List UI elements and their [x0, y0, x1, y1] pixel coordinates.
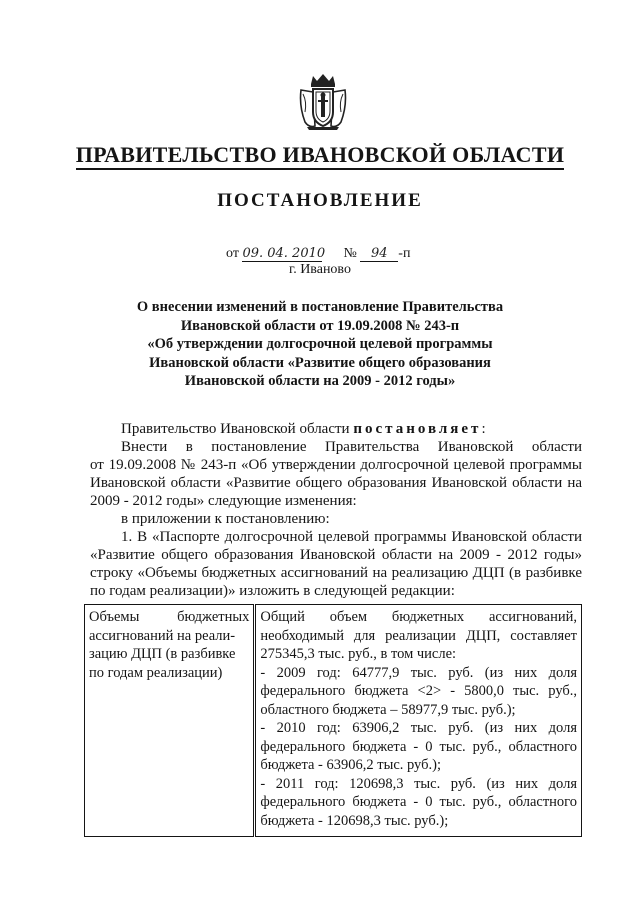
paragraph-line: «Развитие общего образования Ивановской области на 2009 - 2012 годы»	[90, 547, 582, 563]
cell-line: 275345,3 тыс. руб., в том числе:	[260, 646, 457, 662]
city-name: г. Иваново	[289, 262, 351, 277]
table-cell-label	[85, 605, 255, 837]
cell-line: по годам реализации)	[89, 664, 223, 681]
cell-line: необходимый для реализации ДЦП, составляет	[260, 627, 577, 644]
intro-paragraph	[90, 420, 582, 438]
cell-line: бюджета - 63906,2 тыс. руб.);	[260, 757, 441, 773]
cell-line: федерального бюджета - 0 тыс. руб., областного	[260, 738, 577, 755]
document-type: ПОСТАНОВЛЕНИЕ	[217, 190, 423, 211]
cell-line: бюджета - 120698,3 тыс. руб.);	[260, 812, 449, 829]
heading-line: Ивановской области на 2009 - 2012 годы»	[184, 373, 456, 389]
date-prefix: от	[226, 246, 239, 261]
coat-of-arms-icon	[297, 72, 349, 132]
document-body	[90, 420, 582, 600]
paragraph-line: 2009 - 2012 годы» следующие изменения:	[90, 493, 357, 509]
cell-line: областного бюджета – 58977,9 тыс. руб.);	[260, 701, 516, 718]
heading-line: «Об утверждении долгосрочной целевой программы	[147, 336, 493, 352]
government-name: ПРАВИТЕЛЬСТВО ИВАНОВСКОЙ ОБЛАСТИ	[76, 142, 564, 170]
paragraph-line: по годам реализации)» изложить в следующей редакции:	[90, 583, 455, 599]
paragraph-line: строку «Объемы бюджетных ассигнований на реализацию ДЦП (в разбивке	[90, 565, 582, 581]
handwritten-number: 94	[360, 247, 398, 262]
heading-line: О внесении изменений в постановление Правительства	[136, 299, 504, 315]
intro-resolves: постановляет	[353, 421, 482, 437]
cell-line: - 2010 год: 63906,2 тыс. руб. (из них доля	[260, 720, 577, 736]
cell-line: зацию ДЦП (в разбивке	[89, 646, 236, 662]
cell-line: ассигнований на реали-	[89, 627, 236, 644]
table-cell-value	[255, 605, 582, 837]
paragraph-line: Внести в постановление Правительства Ивановской области	[121, 439, 582, 455]
government-title	[0, 142, 640, 168]
cell-line: Общий объем бюджетных ассигнований,	[260, 609, 577, 625]
cell-line: - 2011 год: 120698,3 тыс. руб. (из них доля	[260, 775, 577, 792]
heading-line: Ивановской области «Развитие общего образования	[149, 354, 491, 371]
paragraph-line: 1. В «Паспорте долгосрочной целевой программы Ивановской области	[121, 529, 582, 545]
budget-table	[84, 604, 582, 837]
paragraph-line: в приложении к постановлению:	[121, 511, 330, 527]
handwritten-date: 09. 04. 2010	[242, 246, 326, 261]
document-date-number	[226, 246, 410, 262]
number-sign: №	[343, 246, 357, 261]
heading-line: Ивановской области от 19.09.2008 № 243-п	[180, 317, 460, 334]
intro-prefix: Правительство Ивановской области	[121, 421, 350, 437]
cell-line: Объемы бюджетных	[89, 609, 250, 625]
document-heading	[100, 298, 540, 391]
cell-line: федерального бюджета <2> - 5800,0 тыс. руб.,	[260, 683, 577, 699]
number-suffix: -п	[398, 246, 411, 261]
paragraph-line: Ивановской области «Развитие общего образования Ивановской области на	[90, 475, 582, 491]
paragraph-line: от 19.09.2008 № 243-п «Об утверждении долгосрочной целевой программы	[90, 457, 582, 473]
intro-colon: :	[481, 421, 486, 437]
table-row	[85, 605, 582, 837]
cell-line: федерального бюджета - 0 тыс. руб., областного	[260, 794, 577, 810]
cell-line: - 2009 год: 64777,9 тыс. руб. (из них доля	[260, 664, 577, 681]
